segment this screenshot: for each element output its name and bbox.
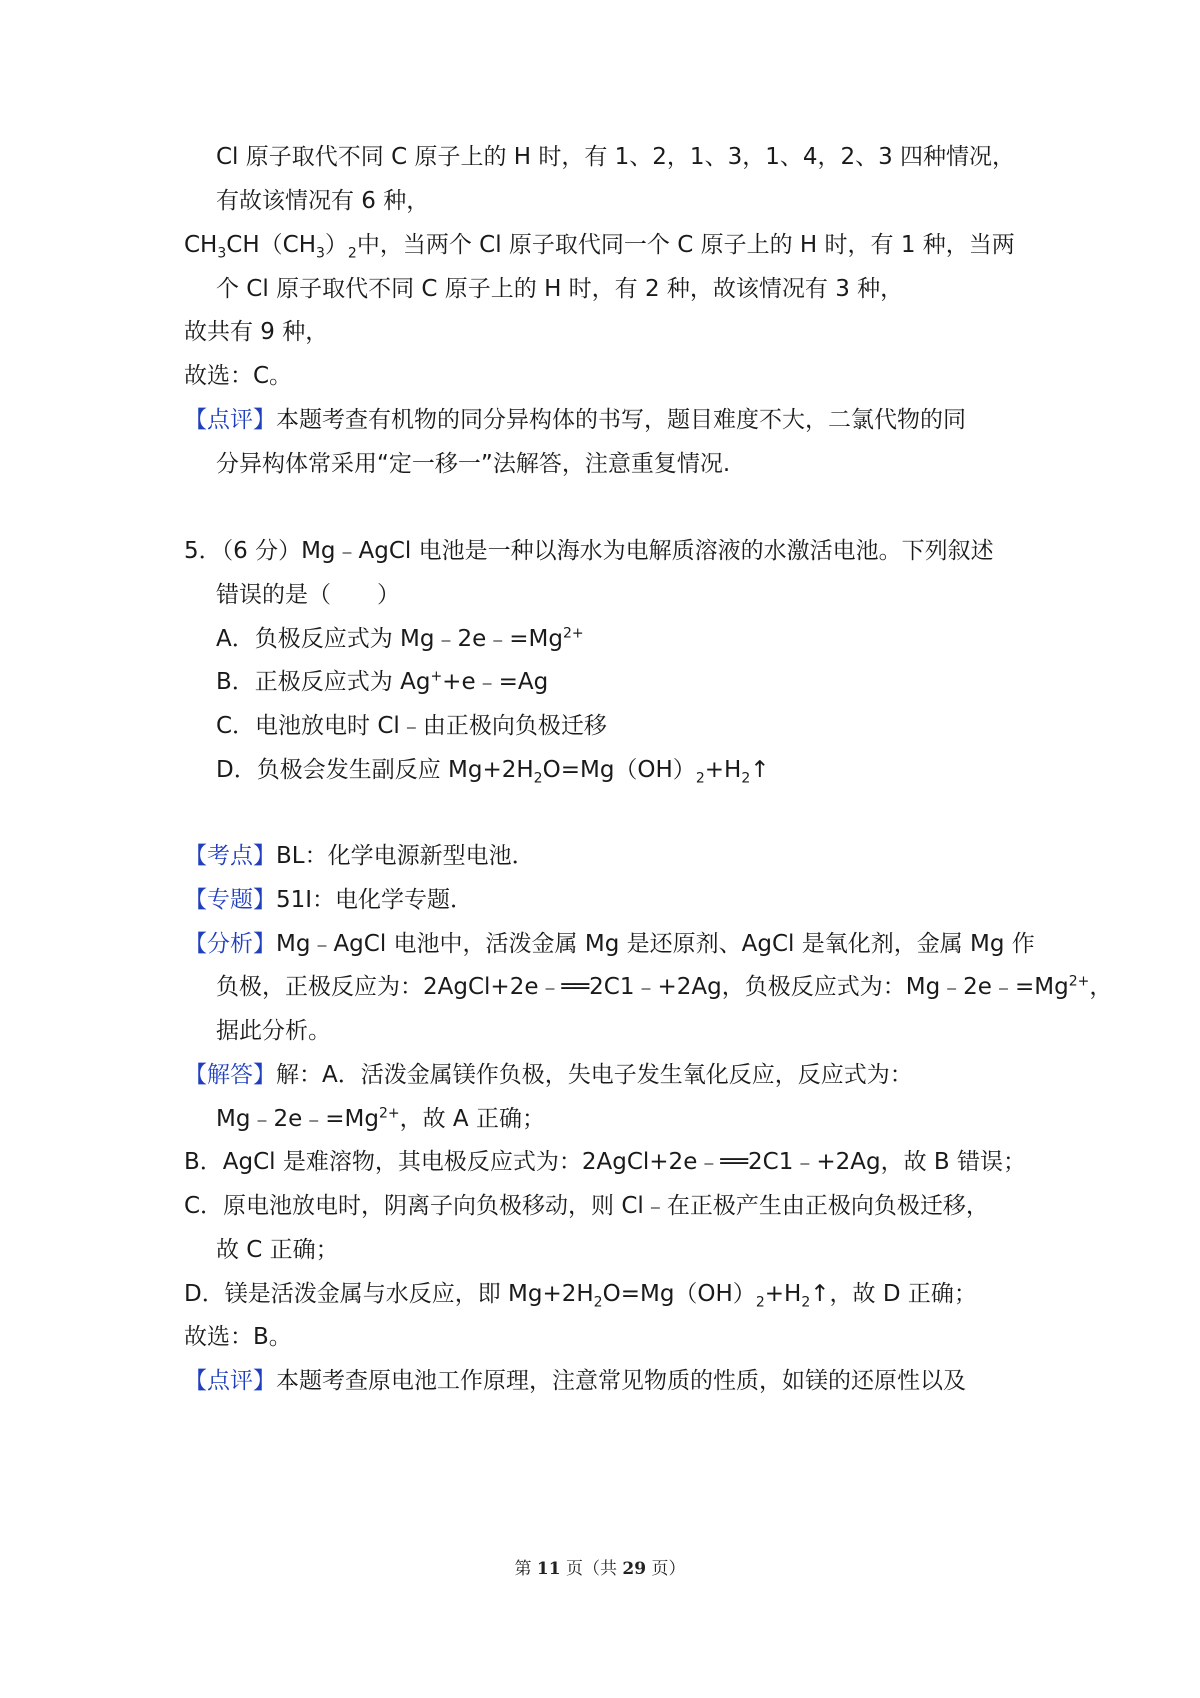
jieda-line-2: $Mg﹣2e﹣=Mg^{2+}$，故 A 正确； xyxy=(216,1105,545,1132)
zhuanti-line: 【专题】51I：电化学专题． xyxy=(184,887,474,913)
kaodian-line: 【考点】BL：化学电源新型电池． xyxy=(184,843,535,869)
jieda-option-c-line-1: C．原电池放电时，阴离子向负极移动，则 Cl﹣在正极产生由正极向负极迁移， xyxy=(184,1193,989,1219)
jieda-option-c-line-2: 故 C 正确； xyxy=(216,1237,339,1263)
prev-solution-answer: 故选：C。 xyxy=(184,363,293,389)
prev-comment-line-2: 分异构体常采用“定一移一”法解答，注意重复情况. xyxy=(216,451,731,477)
prev-solution-line-1: Cl 原子取代不同 C 原子上的 H 时，有 1、2，1、3，1、4，2、3 四种情况， xyxy=(216,144,1016,170)
question-stem-line-1: 5．（6 分）Mg﹣AgCl 电池是一种以海水为电解质溶液的水激活电池。下列叙述 xyxy=(184,538,994,564)
fenxi-line-3: 据此分析。 xyxy=(216,1018,331,1044)
fenxi-line-2: 负极，正极反应为：2AgCl+2e﹣══2C1﹣+2Ag，负极反应式为：$Mg﹣2e﹣=Mg^{2+}$， xyxy=(216,973,1113,1000)
fenxi-line-1: 【分析】Mg﹣AgCl 电池中，活泼金属 Mg 是还原剂、AgCl 是氧化剂，金属 Mg 作 xyxy=(184,931,1035,957)
page-footer: 第 11 页（共 29 页） xyxy=(514,1559,686,1579)
jieda-option-b: B．AgCl 是难溶物，其电极反应式为：2AgCl+2e﹣══2C1﹣+2Ag，故 B 错误； xyxy=(184,1149,1027,1175)
prev-solution-line-4: 个 Cl 原子取代不同 C 原子上的 H 时，有 2 种，故该情况有 3 种， xyxy=(216,276,904,302)
page-total: 29 xyxy=(622,1559,647,1579)
prev-solution-line-5: 故共有 9 种， xyxy=(184,319,329,345)
kaodian-tag: 【考点】 xyxy=(184,843,276,869)
fenxi-tag: 【分析】 xyxy=(184,931,276,957)
comment-tag: 【点评】 xyxy=(184,407,276,433)
option-a: A．负极反应式为 $Mg﹣2e﹣=Mg^{2+}$ xyxy=(216,625,584,652)
option-d: D．负极会发生副反应 $Mg+2H_2O=Mg(OH)_2+H_2↑$ xyxy=(216,757,770,787)
page-number: 11 xyxy=(536,1559,561,1579)
question-stem-line-2: 错误的是（ ） xyxy=(216,582,400,608)
dianping-line: 【点评】本题考查原电池工作原理，注意常见物质的性质，如镁的还原性以及 xyxy=(184,1368,966,1394)
dianping-tag: 【点评】 xyxy=(184,1368,276,1394)
option-b: B．正极反应式为 Ag++e﹣=Ag xyxy=(216,668,549,695)
prev-solution-line-2: 有故该情况有 6 种， xyxy=(216,188,430,214)
jieda-answer: 故选：B。 xyxy=(184,1324,292,1350)
prev-comment-line-1: 【点评】本题考查有机物的同分异构体的书写，题目难度不大，二氯代物的同 xyxy=(184,407,966,433)
jieda-option-d: D．镁是活泼金属与水反应，即 $Mg+2H_2O=Mg(OH)_2+H_2↑$，故 D 正确； xyxy=(184,1281,977,1311)
zhuanti-tag: 【专题】 xyxy=(184,887,276,913)
jieda-tag: 【解答】 xyxy=(184,1062,276,1088)
jieda-line-1: 【解答】解：A．活泼金属镁作负极，失电子发生氧化反应，反应式为： xyxy=(184,1062,913,1088)
option-c: C．电池放电时 Cl﹣由正极向负极迁移 xyxy=(216,713,607,739)
prev-solution-line-3: $CH_3CH(CH_3)_2$中，当两个 Cl 原子取代同一个 C 原子上的 H 时，有 1 种，当两 xyxy=(184,232,1015,262)
